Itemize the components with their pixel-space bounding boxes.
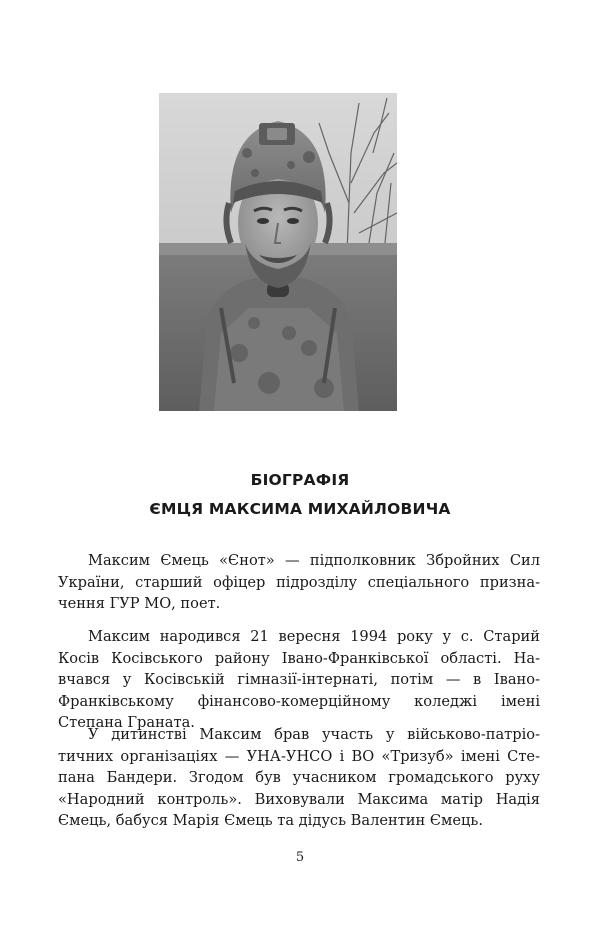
paragraph-2: Максим народився 21 вересня 1994 року у с. Старий Косів Косівського району Івано-Франківської області. Навчався у Косівській гімназії-інтернаті, потім — в Івано-Франківському фінансово-комерційному коледжі імені Степана Граната. [58, 628, 540, 732]
portrait-photo [159, 93, 397, 411]
portrait-illustration [159, 93, 397, 411]
paragraph-3: У дитинстві Максим брав участь у військово-патріотичних організаціях — УНА-УНСО і ВО «Тризуб» імені Степана Бандери. Згодом був учасником громадського руху «Народний контроль». Виховували Максима матір Надія Ємець, бабуся Марія Ємець та дідусь Валентин Ємець. [58, 726, 540, 830]
heading-line-2: ЄМЦЯ МАКСИМА МИХАЙЛОВИЧА [149, 500, 451, 518]
paragraph-1: Максим Ємець «Єнот» — підполковник Збройних Сил України, старший офіцер підрозділу спеціального призначення ГУР МО, поет. [58, 552, 540, 613]
heading-line-1: БІОГРАФІЯ [250, 471, 350, 489]
page-number: 5 [295, 850, 305, 865]
